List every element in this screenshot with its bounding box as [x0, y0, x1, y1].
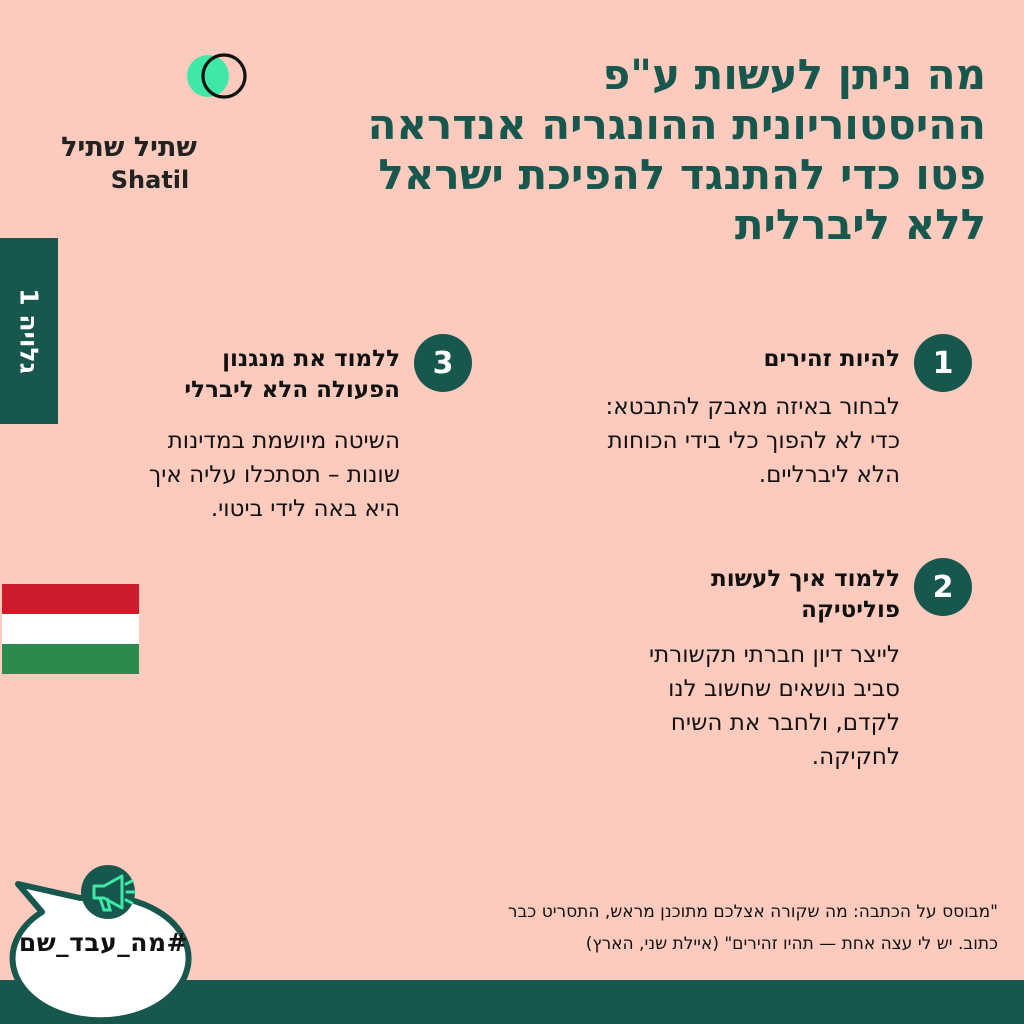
title-line: פטו כדי להתנגד להפיכת ישראל — [378, 150, 986, 199]
tip-body-line: סביב נושאים שחשוב לנו — [668, 676, 900, 702]
title-line: מה ניתן לעשות ע"פ — [602, 50, 986, 99]
tip-number-badge: 1 — [914, 334, 972, 392]
flag-stripe-green — [2, 644, 139, 674]
tip-body-line: שונות – תסתכלו עליה איך — [148, 462, 400, 488]
tip-body — [70, 424, 400, 526]
tip-body — [500, 390, 900, 492]
page-title — [266, 50, 986, 250]
tip-body-line: לקדם, ולחבר את השיח — [670, 710, 900, 736]
tip-number-badge: 3 — [414, 334, 472, 392]
tip-body-line: השיטה מיושמת במדינות — [167, 428, 400, 454]
tip-body-line: היא באה לידי ביטוי. — [210, 496, 400, 522]
logo-circles-icon — [186, 52, 248, 100]
quote-line: כתוב. יש לי עצה אחת — תהיו זהירים" (איילת שני, הארץ) — [585, 934, 998, 954]
side-tab — [0, 238, 58, 424]
hashtag-label: #מה_עבד_שם — [18, 928, 188, 957]
tip-body-line: לייצר דיון חברתי תקשורתי — [649, 642, 900, 668]
tip-body-line: הלא ליברליים. — [758, 462, 900, 488]
tip-title-line: הפעולה הלא ליברלי — [184, 377, 400, 403]
tip-title — [100, 344, 400, 406]
tip-title-line: פוליטיקה — [801, 597, 900, 623]
tip-title-line: ללמוד איך לעשות — [711, 566, 900, 592]
title-line: ללא ליברלית — [734, 200, 986, 249]
logo-hebrew-text: שתיל שתיל — [61, 132, 197, 163]
flag-stripe-red — [2, 584, 139, 614]
title-line: ההיסטוריונית ההונגריה אנדראה — [367, 100, 986, 149]
logo-latin-text: Shatil — [110, 166, 190, 194]
megaphone-icon — [81, 865, 135, 919]
quote-line: "מבוסס על הכתבה: מה שקורה אצלכם מתוכנן מראש, התסריט כבר — [507, 902, 998, 922]
tip-title — [540, 564, 900, 626]
source-quote — [338, 896, 998, 960]
tip-body-line: לחקיקה. — [811, 744, 900, 770]
tip-body-line: לבחור באיזה מאבק להתבטא: — [605, 394, 900, 420]
tip-title — [540, 344, 900, 375]
tip-body-line: כדי לא להפוך כלי בידי הכוחות — [607, 428, 900, 454]
shatil-logo — [40, 50, 250, 200]
tip-title-line: ללמוד את מנגנון — [222, 346, 400, 372]
tip-number-badge: 2 — [914, 558, 972, 616]
tip-title-line: להיות זהירים — [763, 346, 900, 372]
tip-body — [500, 638, 900, 774]
hungary-flag — [2, 584, 139, 674]
flag-stripe-white — [2, 614, 139, 644]
side-tab-label: גלויה 1 — [14, 288, 44, 374]
